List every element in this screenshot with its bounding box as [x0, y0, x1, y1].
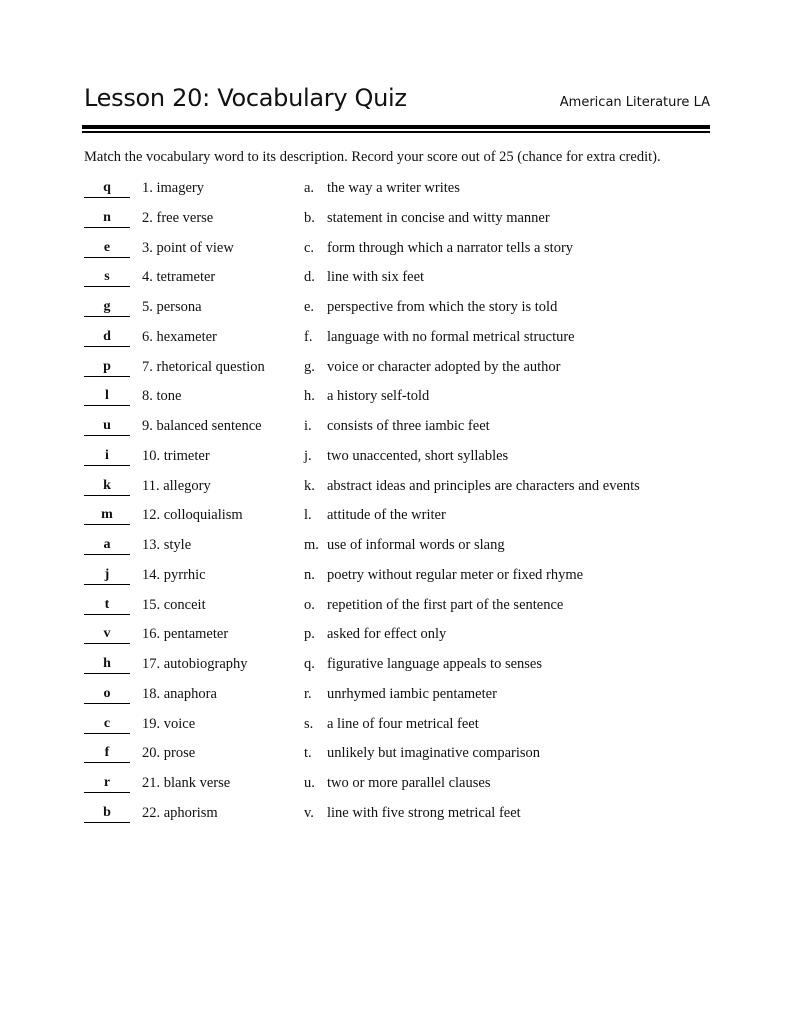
- answer-blank[interactable]: b: [84, 804, 130, 823]
- answer-blank[interactable]: o: [84, 685, 130, 704]
- vocabulary-term: 10. trimeter: [142, 447, 210, 464]
- definition-text: repetition of the first part of the sentence: [327, 596, 564, 613]
- definition-text: use of informal words or slang: [327, 537, 505, 553]
- answer-blank[interactable]: s: [84, 268, 130, 287]
- definition-text: line with six feet: [327, 269, 425, 286]
- answer-blank[interactable]: r: [84, 774, 130, 793]
- quiz-row: [0, 684, 791, 714]
- definition-text: abstract ideas and principles are characters and events: [327, 477, 640, 494]
- vocabulary-term: 21. blank verse: [142, 775, 231, 791]
- definition-letter: v.: [304, 804, 314, 821]
- vocabulary-term: 8. tone: [142, 388, 182, 405]
- definition-letter: u.: [304, 775, 315, 791]
- definition-text: language with no formal metrical structure: [327, 328, 575, 345]
- quiz-row: [0, 565, 791, 595]
- definition-letter: m.: [304, 537, 319, 553]
- quiz-row: [0, 416, 791, 446]
- answer-blank[interactable]: u: [84, 417, 130, 436]
- answer-blank[interactable]: c: [84, 715, 130, 734]
- definition-letter: b.: [304, 209, 315, 226]
- definition-text: line with five strong metrical feet: [327, 804, 521, 821]
- vocabulary-term: 6. hexameter: [142, 328, 217, 345]
- quiz-row: [0, 803, 791, 833]
- vocabulary-term: 16. pentameter: [142, 626, 229, 643]
- answer-blank[interactable]: t: [84, 596, 130, 615]
- answer-blank[interactable]: h: [84, 655, 130, 674]
- quiz-row: [0, 297, 791, 327]
- answer-blank[interactable]: a: [84, 536, 130, 555]
- quiz-row: [0, 327, 791, 357]
- definition-letter: q.: [304, 656, 315, 672]
- quiz-row: [0, 624, 791, 654]
- definition-letter: l.: [304, 507, 312, 524]
- instructions: Match the vocabulary word to its description. Record your score out of 25 (chance for extra credit).: [84, 149, 661, 165]
- quiz-row: [0, 654, 791, 684]
- quiz-row: [0, 743, 791, 773]
- definition-letter: s.: [304, 715, 314, 732]
- vocabulary-term: 14. pyrrhic: [142, 566, 206, 583]
- quiz-row: [0, 595, 791, 625]
- definition-text: consists of three iambic feet: [327, 418, 490, 434]
- definition-letter: c.: [304, 239, 315, 256]
- definition-text: a line of four metrical feet: [327, 715, 479, 732]
- definition-letter: h.: [304, 388, 315, 405]
- definition-text: form through which a narrator tells a story: [327, 239, 574, 256]
- definition-letter: i.: [304, 418, 312, 434]
- course-name: American Literature LA: [559, 95, 710, 110]
- definition-letter: t.: [304, 745, 312, 762]
- definition-text: two or more parallel clauses: [327, 775, 491, 791]
- vocabulary-term: 22. aphorism: [142, 804, 218, 821]
- quiz-row: [0, 476, 791, 506]
- definition-text: statement in concise and witty manner: [327, 209, 550, 226]
- definition-letter: n.: [304, 566, 315, 583]
- vocabulary-term: 11. allegory: [142, 477, 211, 494]
- quiz-row: [0, 505, 791, 535]
- definition-text: asked for effect only: [327, 626, 447, 643]
- header-rule-thin: [82, 131, 710, 133]
- definition-letter: a.: [304, 180, 315, 196]
- header-rule-thick: [82, 125, 710, 129]
- vocabulary-term: 15. conceit: [142, 596, 206, 613]
- definition-text: figurative language appeals to senses: [327, 656, 543, 672]
- definition-letter: j.: [304, 447, 312, 464]
- definition-text: the way a writer writes: [327, 180, 460, 196]
- vocabulary-term: 9. balanced sentence: [142, 418, 262, 434]
- quiz-list: [0, 178, 791, 833]
- definition-letter: g.: [304, 358, 315, 375]
- vocabulary-term: 3. point of view: [142, 239, 234, 256]
- quiz-row: [0, 714, 791, 744]
- definition-text: unrhymed iambic pentameter: [327, 685, 497, 702]
- quiz-row: [0, 357, 791, 387]
- answer-blank[interactable]: i: [84, 447, 130, 466]
- vocabulary-term: 20. prose: [142, 745, 196, 762]
- vocabulary-term: 17. autobiography: [142, 656, 248, 672]
- quiz-row: [0, 773, 791, 803]
- quiz-row: [0, 386, 791, 416]
- definition-letter: k.: [304, 477, 315, 494]
- answer-blank[interactable]: q: [84, 179, 130, 198]
- vocabulary-term: 12. colloquialism: [142, 507, 243, 524]
- definition-letter: d.: [304, 269, 315, 286]
- vocabulary-term: 18. anaphora: [142, 685, 217, 702]
- page-title: Lesson 20: Vocabulary Quiz: [84, 84, 407, 112]
- vocabulary-term: 19. voice: [142, 715, 196, 732]
- quiz-row: [0, 238, 791, 268]
- vocabulary-term: 2. free verse: [142, 209, 214, 226]
- answer-blank[interactable]: f: [84, 744, 130, 763]
- vocabulary-term: 13. style: [142, 537, 192, 553]
- definition-text: perspective from which the story is told: [327, 299, 558, 315]
- quiz-row: [0, 446, 791, 476]
- quiz-row: [0, 535, 791, 565]
- quiz-row: [0, 267, 791, 297]
- quiz-row: [0, 178, 791, 208]
- answer-blank[interactable]: k: [84, 477, 130, 496]
- answer-blank[interactable]: n: [84, 209, 130, 228]
- vocabulary-term: 1. imagery: [142, 180, 205, 196]
- definition-letter: f.: [304, 328, 313, 345]
- answer-blank[interactable]: m: [84, 506, 130, 525]
- definition-text: unlikely but imaginative comparison: [327, 745, 541, 762]
- page-header: [84, 84, 710, 120]
- definition-text: a history self-told: [327, 388, 430, 405]
- definition-text: two unaccented, short syllables: [327, 447, 509, 464]
- definition-text: voice or character adopted by the author: [327, 358, 561, 375]
- answer-blank[interactable]: p: [84, 358, 130, 377]
- definition-text: attitude of the writer: [327, 507, 446, 524]
- answer-blank[interactable]: d: [84, 328, 130, 347]
- answer-blank[interactable]: l: [84, 387, 130, 406]
- definition-letter: o.: [304, 596, 315, 613]
- vocabulary-term: 5. persona: [142, 299, 202, 315]
- definition-letter: p.: [304, 626, 315, 643]
- definition-letter: r.: [304, 685, 312, 702]
- definition-letter: e.: [304, 299, 315, 315]
- vocabulary-term: 4. tetrameter: [142, 269, 216, 286]
- definition-text: poetry without regular meter or fixed rhyme: [327, 566, 584, 583]
- answer-blank[interactable]: v: [84, 625, 130, 644]
- answer-blank[interactable]: g: [84, 298, 130, 317]
- answer-blank[interactable]: j: [84, 566, 130, 585]
- quiz-row: [0, 208, 791, 238]
- vocabulary-term: 7. rhetorical question: [142, 358, 265, 375]
- answer-blank[interactable]: e: [84, 239, 130, 258]
